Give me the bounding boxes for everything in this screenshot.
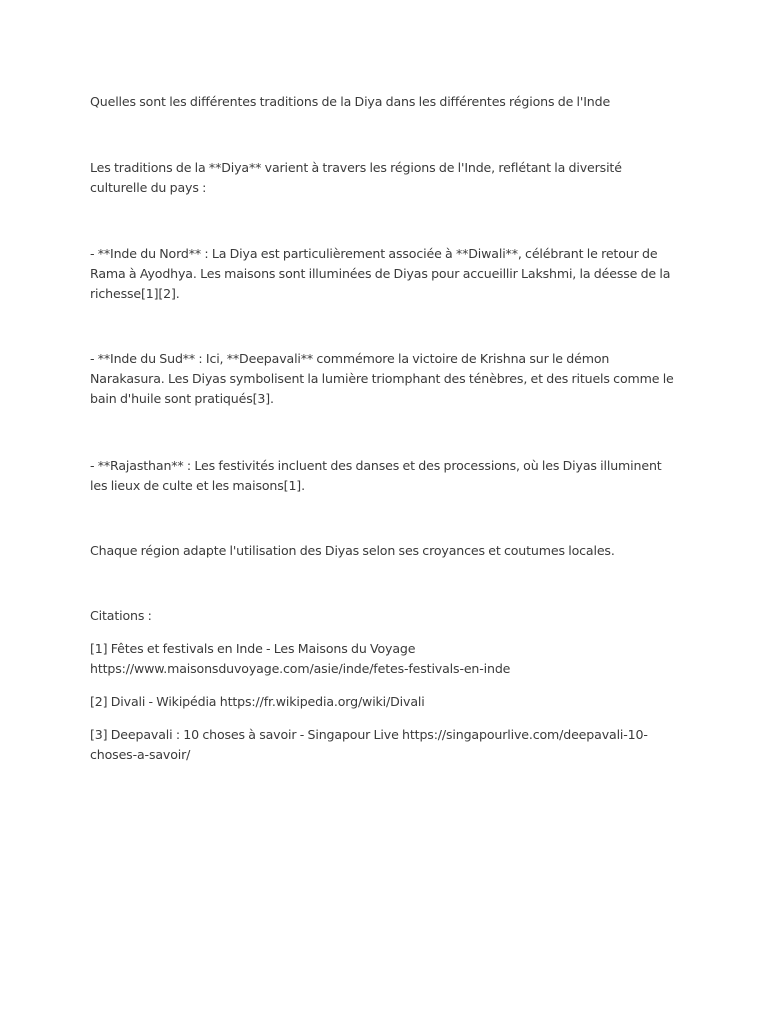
rajasthan-paragraph: - **Rajasthan** : Les festivités incluent des danses et des processions, où les Diyas illuminent les lieux de culte et les maisons[1].: [90, 458, 662, 493]
citation-item-2: [90, 692, 680, 712]
citations-heading: Citations :: [90, 608, 152, 623]
citation-item-1: [90, 639, 680, 679]
south-india-paragraph: - **Inde du Sud** : Ici, **Deepavali** commémore la victoire de Krishna sur le démon Narakasura. Les Diyas symbolisent la lumière triomphant des ténèbres, et des rituels comme le bain d'huile sont pratiqués[3].: [90, 351, 674, 406]
north-india-paragraph: - **Inde du Nord** : La Diya est particulièrement associée à **Diwali**, célébrant le retour de Rama à Ayodhya. Les maisons sont illuminées de Diyas pour accueillir Lakshmi, la déesse de la richesse[1][2].: [90, 246, 671, 301]
citation-url[interactable]: https://singapourlive.com/deepavali-10-choses-a-savoir/: [90, 727, 648, 762]
citation-url[interactable]: https://fr.wikipedia.org/wiki/Divali: [219, 694, 425, 709]
citation-title: [3] Deepavali : 10 choses à savoir - Singapour Live: [90, 727, 399, 742]
intro-paragraph: Les traditions de la **Diya** varient à travers les régions de l'Inde, reflétant la diversité culturelle du pays :: [90, 160, 622, 195]
citation-title: [1] Fêtes et festivals en Inde - Les Maisons du Voyage: [90, 641, 416, 656]
question-heading: Quelles sont les différentes traditions de la Diya dans les différentes régions de l'Inde: [90, 94, 611, 109]
citation-title: [2] Divali - Wikipédia: [90, 694, 217, 709]
citation-url[interactable]: https://www.maisonsduvoyage.com/asie/inde/fetes-festivals-en-inde: [90, 661, 511, 676]
citation-item-3: [90, 725, 680, 765]
conclusion-paragraph: Chaque région adapte l'utilisation des Diyas selon ses croyances et coutumes locales.: [90, 543, 615, 558]
